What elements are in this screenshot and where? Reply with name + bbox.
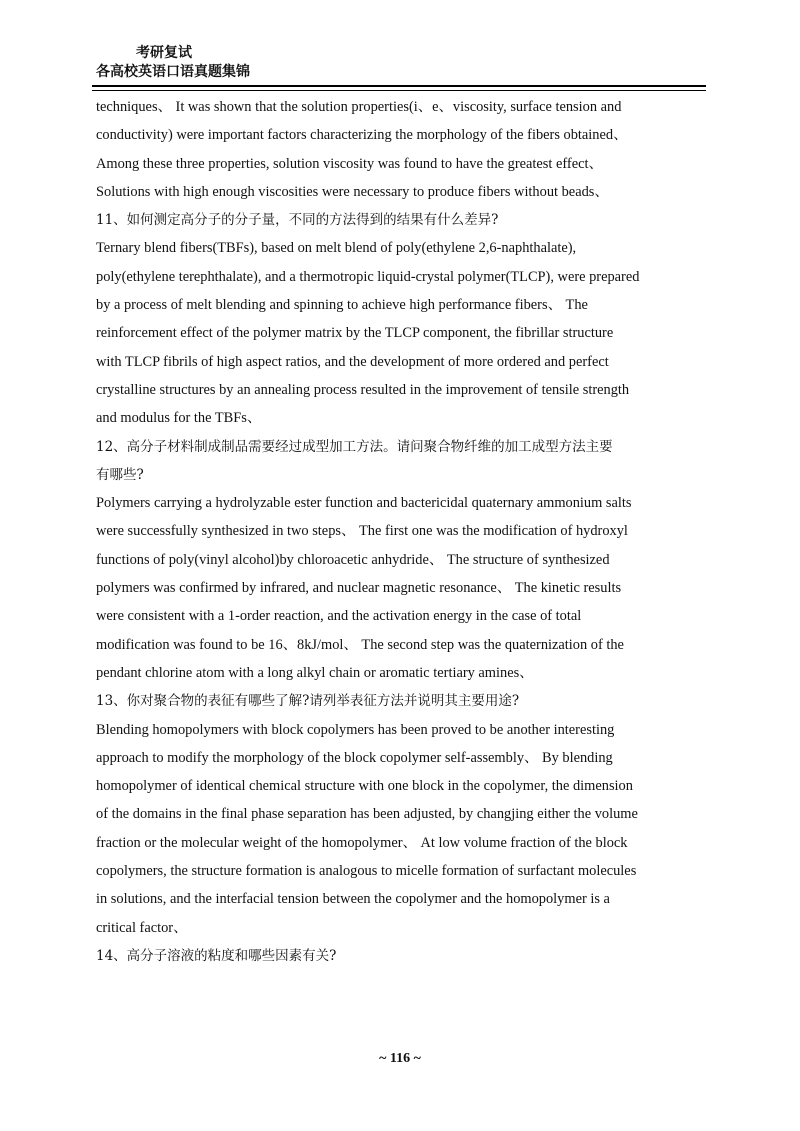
text-line: techniques、 It was shown that the solution properties(i、e、viscosity, surface tension and [96,99,622,115]
text-line: reinforcement effect of the polymer matrix by the TLCP component, the fibrillar structure [96,325,614,342]
text-line: were consistent with a 1-order reaction, and the activation energy in the case of total [96,608,582,625]
text-line: by a process of melt blending and spinning to achieve high performance fibers、 The [96,297,588,314]
text-line: copolymers, the structure formation is analogous to micelle formation of surfactant molecules [96,863,637,880]
text-line: Ternary blend fibers(TBFs), based on melt blend of poly(ethylene 2,6-naphthalate), [96,240,577,257]
text-line: were successfully synthesized in two steps、 The first one was the modification of hydroxyl [96,523,628,540]
text-line: polymers was confirmed by infrared, and nuclear magnetic resonance、 The kinetic results [96,580,622,597]
page-number: ~ 116 ~ [379,1051,421,1066]
header-subtitle: 各高校英语口语真题集锦 [96,64,250,80]
text-line: pendant chlorine atom with a long alkyl chain or aromatic tertiary amines、 [96,664,534,681]
text-line: in solutions, and the interfacial tension between the copolymer and the homopolymer is a [96,891,610,908]
header-rule-thick [92,85,706,87]
header-rule-thin [92,90,706,91]
text-line: and modulus for the TBFs、 [96,410,262,427]
text-line: fraction or the molecular weight of the homopolymer、 At low volume fraction of the block [96,834,628,851]
page-header [96,44,250,82]
text-line: Solutions with high enough viscosities were necessary to produce fibers without beads、 [96,183,609,200]
question-heading-continued: 有哪些? [96,466,144,483]
text-line: poly(ethylene terephthalate), and a thermotropic liquid-crystal polymer(TLCP), were prepared [96,268,640,285]
text-line: with TLCP fibrils of high aspect ratios, and the development of more ordered and perfect [96,353,609,370]
question-heading: 13、你对聚合物的表征有哪些了解?请列举表征方法并说明其主要用途? [96,693,520,710]
question-heading: 14、高分子溶液的粘度和哪些因素有关? [96,947,337,964]
text-line: functions of poly(vinyl alcohol)by chloroacetic anhydride、 The structure of synthesized [96,551,610,568]
text-line: approach to modify the morphology of the block copolymer self-assembly、 By blending [96,749,613,766]
document-body [96,93,708,970]
question-heading: 11、如何测定高分子的分子量，不同的方法得到的结果有什么差异? [96,212,499,229]
text-line: modification was found to be 16、8kJ/mol、 The second step was the quaternization of the [96,636,624,653]
text-line: critical factor、 [96,919,188,936]
text-line: conductivity) were important factors characterizing the morphology of the fibers obtained、 [96,127,628,144]
text-line: Blending homopolymers with block copolymers has been proved to be another interesting [96,721,615,738]
question-heading: 12、高分子材料制成制品需要经过成型加工方法。请问聚合物纤维的加工成型方法主要 [96,438,613,455]
text-line: Polymers carrying a hydrolyzable ester function and bactericidal quaternary ammonium salts [96,495,632,512]
text-line: of the domains in the final phase separation has been adjusted, by changjing either the volume [96,806,638,823]
text-line: crystalline structures by an annealing process resulted in the improvement of tensile strength [96,381,630,398]
text-line: Among these three properties, solution viscosity was found to have the greatest effect、 [96,155,603,172]
text-line: homopolymer of identical chemical structure with one block in the copolymer, the dimension [96,778,633,795]
header-title: 考研复试 [136,45,192,61]
